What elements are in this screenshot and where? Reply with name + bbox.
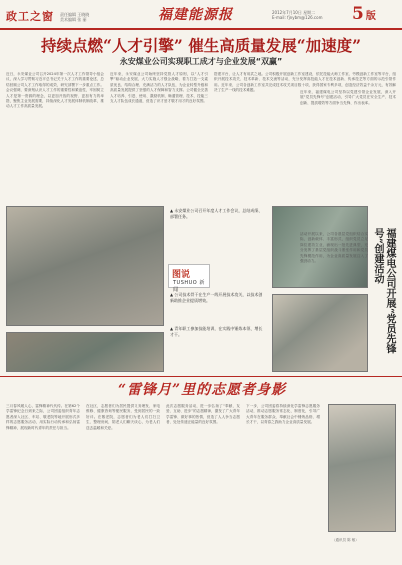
lead-subhead: 永安煤业公司实现职工成才与企业发展“双赢” (119, 57, 283, 66)
section-divider (0, 376, 402, 377)
photo-caption-2: ▲ 公司技术骨干在生产一线开展技术攻关，以技术创新助推企业提质增效。 (170, 292, 263, 303)
second-column-1: 三月春风暖人心，雷锋精神代代传。在第62个学雷锋纪念日到来之际，公司团委组织青年志愿者深入社区、车站、敬老院等地开展形式多样的志愿服务活动，用实际行动传承和弘扬雷锋精神，展现新时代青年的责任与担当。 (6, 404, 80, 430)
page-number: 5 (352, 4, 364, 24)
second-article-title: “雷锋月”里的志愿者身影 (118, 382, 287, 398)
photo-meeting (6, 206, 164, 326)
issue-date (272, 10, 322, 20)
page-header (0, 0, 402, 30)
editor-line: 美术编辑 张 丽 (60, 17, 87, 22)
lead-column-3: 搭建平台，让人才有用武之地。公司积极开展创新工作室建设，依托技能大师工作室、劳模创新工作室等平台，组织开展技术攻关、技术革新、技术交流等活动，充分发挥高技能人才在技术创新、传承技艺等方面的示范引领作用。近年来，公司各创新工作室共完成技术攻关项目数十项，获得国家专利多项，创造经济效益千余万元，有效解决了生产一线的技术难题。 (214, 72, 396, 93)
email-text: E-mail: fjnybm@126.com (272, 15, 323, 20)
page-label: 版 (365, 11, 376, 22)
photo-caption-1: ▲ 永安煤业公司召开年度人才工作会议，总结成绩、部署任务。 (170, 208, 263, 219)
lead-headline: 持续点燃“人才引擎” 催生高质量发展“加速度” (40, 36, 362, 55)
second-column-2: 在社区，志愿者们为居民提供义务理发、家电维修、健康咨询等便民服务，受到居民的一致好评。在敬老院，志愿者们为老人们打扫卫生、整理房间，陪老人们聊天谈心，为老人们送去温暖和关爱。 (86, 404, 160, 430)
page-number-badge (352, 4, 396, 26)
section-title: 政工之窗 (6, 10, 54, 23)
tushuo-logo-subtext: TUSHUO 新闻 (173, 280, 205, 293)
second-column-3: 此次志愿服务活动，进一步弘扬了“奉献、友爱、互助、进步”的志愿精神，激发了广大青年学雷锋、做好事的热情，营造了人人争当志愿者、处处传递正能量的良好氛围。 (166, 404, 240, 425)
second-column-4: 下一步，公司团委将持续深化学雷锋志愿服务活动，推动志愿服务常态化、制度化，引导广大青年在服务群众、奉献社会中锤炼品格、增长才干，以青春之我助力企业高质量发展。 (246, 404, 320, 425)
right-column-top: 近年来，福建煤电公司坚持以党建引领企业发展，深入开展“党员先锋号”创建活动，引导广大党员在安全生产、技术创新、提质增效等方面争当先锋、作出表率。 (300, 90, 396, 105)
vertical-headline: 福建煤电公司开展“党员先锋号”创建活动 (372, 228, 395, 354)
date-text: 2012年7月10日 星期二 (272, 10, 316, 15)
photo-caption-3: ▲ 青年职工参加技能培训，在实践中锤炼本领、增长才干。 (170, 326, 263, 337)
right-column-mid: 活动开展以来，公司各基层党组织结合实际，创新载体、丰富形式，组织党员立足岗位建功立业，涌现出一批先进典型，充分发挥了基层党组织战斗堡垒作用和党员先锋模范作用，为企业高质量发展注入了强劲动力。 (300, 232, 368, 264)
photo-training (6, 332, 164, 372)
second-article-byline: （通讯员 陈 敏） (332, 538, 359, 542)
lead-column-2: 近年来，永安煤业公司始终坚持党管人才原则，以“人才引擎”驱动企业发展，大力实施人才强企战略，着力打造一支素质优良、结构合理、充满活力的人才队伍，为企业转型升级和高质量发展提供了坚强的人才保障和智力支撑。公司健全完善人才培养、引进、使用、激励机制，畅通管理、技术、技能三支人才队伍成长通道，营造了识才爱才敬才用才的良好氛围。 (110, 72, 208, 104)
tushuo-logo-text: 图说 (172, 270, 191, 280)
photo-volunteers (328, 404, 396, 532)
editor-credits (60, 12, 89, 22)
editor-line: 责任编辑 王晓晓 (60, 12, 90, 17)
tushuo-logo (168, 264, 210, 293)
lead-column-1: 近日，永安煤业公司召开2024年第一次人才工作领导小组会议，深入学习贯彻习近平总书记关于人才工作的重要论述，总结回顾公司人才工作取得的成效，研究部署下一步重点工作。会议强调，要深刻认识人才工作的重要性和紧迫性，牢固树立人才是第一资源的理念，以更加开放的视野、更加有力的举措，聚焦主业发展需要，持续深化人才发展体制机制改革，推动人才工作高质量发展。 (6, 72, 104, 109)
newspaper-logo: 福建能源报 (158, 7, 233, 23)
